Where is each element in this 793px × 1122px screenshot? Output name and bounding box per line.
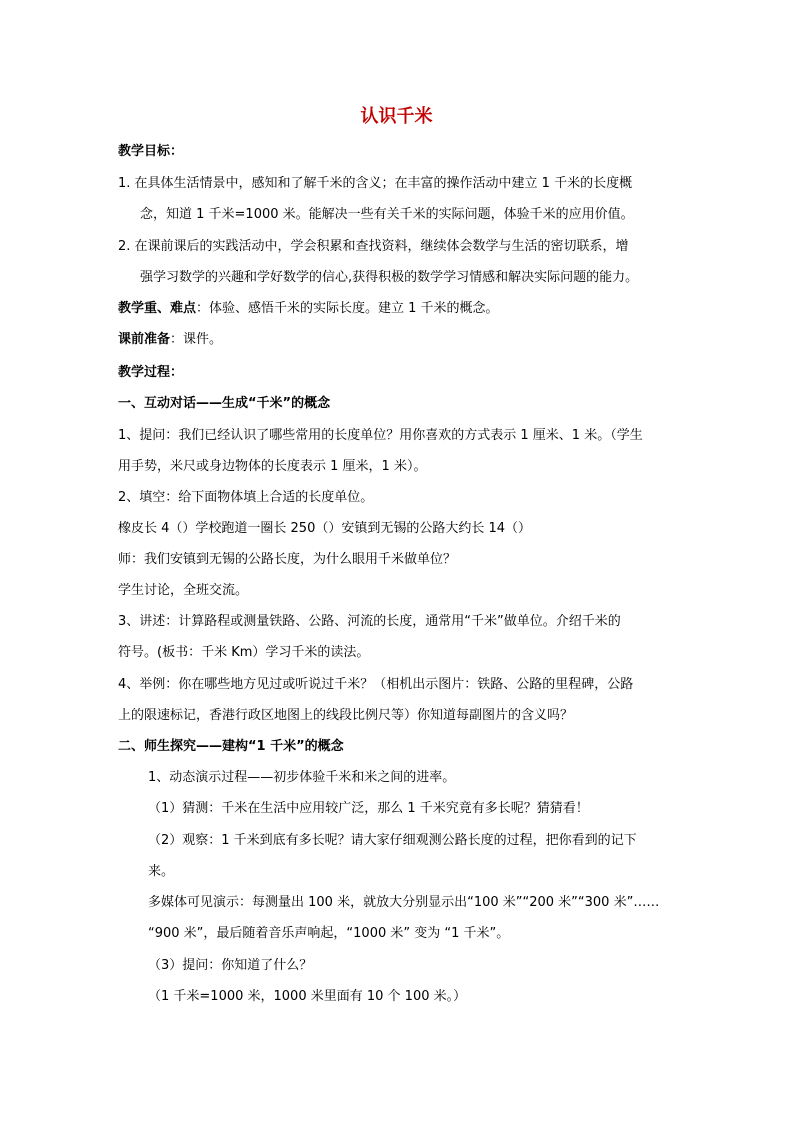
preparation-text: ：课件。 — [170, 332, 223, 347]
goal-2-line-2: 强学习数学的兴趣和学好数学的信心,获得积极的数学学习情感和解决实际问题的能力。 — [140, 270, 639, 285]
teacher-question: 师：我们安镇到无锡的公路长度，为什么眼用千米做单位？ — [118, 552, 457, 567]
section-1-heading: 一、互动对话——生成“千米”的概念 — [118, 396, 331, 411]
goal-1-line-1: 1. 在具体生活情景中，感知和了解千米的含义；在丰富的操作活动中建立 1 千米的长度概 — [118, 176, 633, 191]
section-2-heading: 二、师生探究——建构“1 千米”的概念 — [118, 739, 344, 754]
demo-line-2: “900 米”，最后随着音乐声响起，“1000 米” 变为 “1 千米”。 — [148, 926, 510, 941]
preparation-paragraph — [118, 331, 703, 349]
step-1: 1、动态演示过程——初步体验千米和米之间的进率。 — [148, 770, 456, 785]
step-1a-guess: （1）猜测：千米在生活中应用较广泛，那么 1 千米究竟有多长呢？猜猜看！ — [148, 801, 589, 816]
key-points-paragraph — [118, 300, 703, 318]
goals-heading: 教学目标： — [118, 144, 184, 159]
demo-line-1: 多媒体可见演示：每测量出 100 米，就放大分别显示出“100 米”“200 米”“300 米”…… — [148, 895, 660, 910]
step-1c-question: （3）提问：你知道了什么？ — [148, 958, 313, 973]
paragraph-3-line-1: 3、讲述：计算路程或测量铁路、公路、河流的长度，通常用“千米”做单位。介绍千米的 — [118, 614, 621, 629]
paragraph-4-line-2: 上的限速标记，香港行政区地图上的线段比例尺等）你知道每副图片的含义吗？ — [118, 708, 574, 723]
paragraph-2: 2、填空：给下面物体填上合适的长度单位。 — [118, 490, 374, 505]
preparation-label: 课前准备 — [118, 332, 171, 347]
goal-1-line-2: 念，知道 1 千米=1000 米。能解决一些有关千米的实际问题，体验千米的应用价值。 — [140, 207, 634, 222]
document-title: 认识千米 — [360, 106, 433, 127]
paragraph-1-line-1: 1、提问：我们已经认识了哪些常用的长度单位？用你喜欢的方式表示 1 厘米、1 米。（学生 — [118, 428, 643, 443]
paragraph-1-line-2: 用手势，米尺或身边物体的长度表示 1 厘米，1 米）。 — [118, 459, 427, 474]
goal-2-line-1: 2. 在课前课后的实践活动中，学会积累和查找资料，继续体会数学与生活的密切联系，增 — [118, 239, 629, 254]
fill-in-items: 橡皮长 4（）学校跑道一圈长 250（）安镇到无锡的公路大约长 14（） — [118, 521, 532, 536]
paragraph-3-line-2: 符号。(板书：千米 Km）学习千米的读法。 — [118, 645, 370, 660]
key-points-text: ：体验、感悟千米的实际长度。建立 1 千米的概念。 — [196, 301, 499, 316]
paragraph-4-line-1: 4、举例：你在哪些地方见过或听说过千米？（相机出示图片：铁路、公路的里程碑，公路 — [118, 677, 634, 692]
discussion-line: 学生讨论，全班交流。 — [118, 583, 249, 598]
process-heading: 教学过程： — [118, 365, 184, 380]
step-1b-line-1: （2）观察：1 千米到底有多长呢？请大家仔细观测公路长度的过程，把你看到的记下 — [148, 833, 637, 848]
step-1b-line-2: 来。 — [148, 864, 175, 879]
key-points-label: 教学重、难点 — [118, 301, 197, 316]
answer-line: （1 千米=1000 米，1000 米里面有 10 个 100 米。） — [148, 989, 467, 1004]
